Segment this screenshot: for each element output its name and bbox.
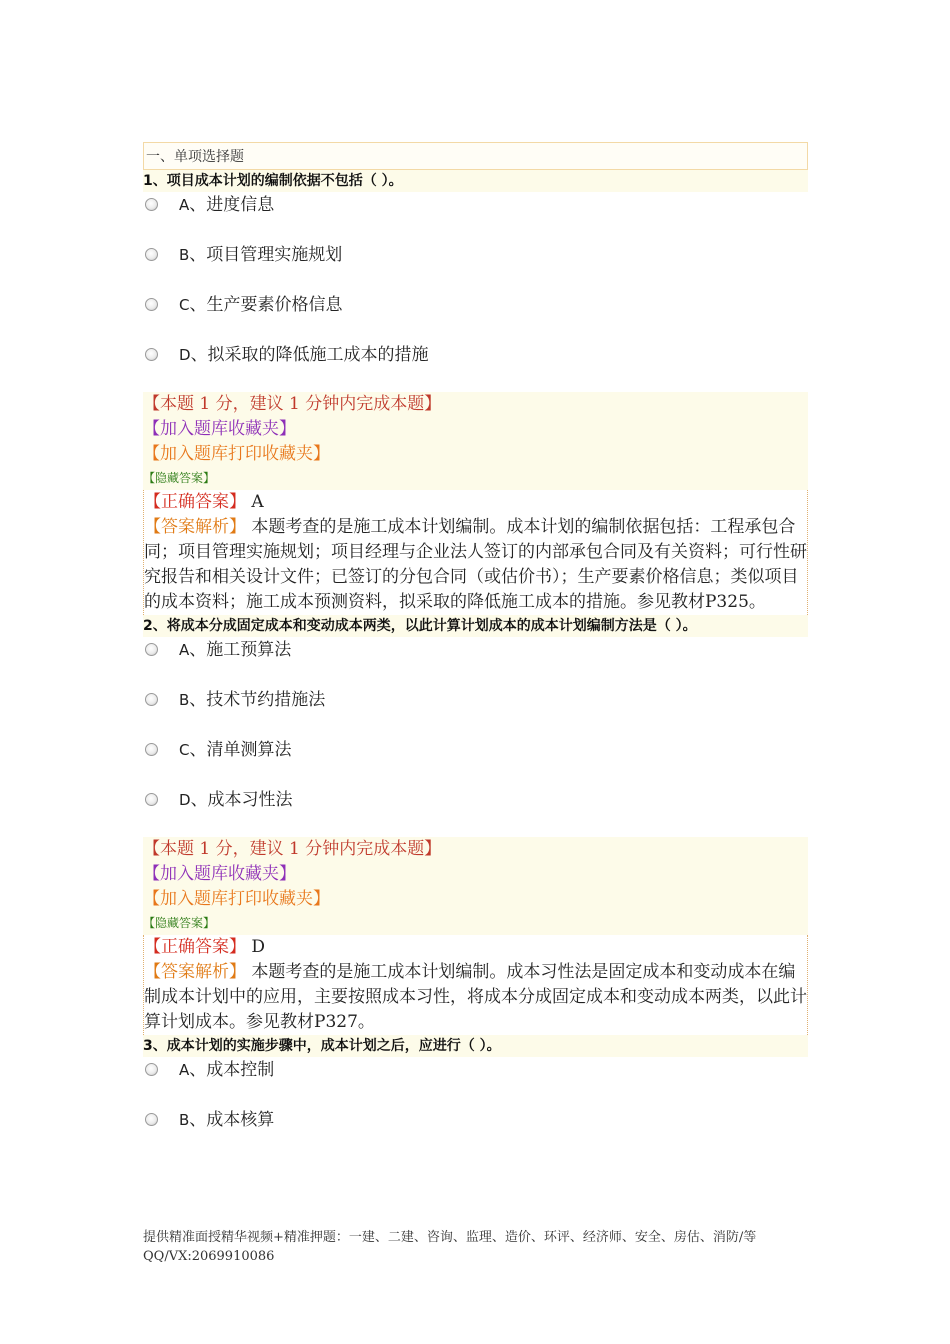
option-text: 、成本习性法 [190, 790, 293, 810]
answer-label: 【正确答案】 [144, 492, 246, 512]
question-3 [143, 1035, 808, 1157]
analysis-label: 【答案解析】 [144, 517, 246, 537]
option-letter: B [179, 246, 190, 264]
question-title: 1、项目成本计划的编制依据不包括（ ）。 [143, 170, 808, 192]
answer-value: A [246, 492, 264, 512]
radio-button[interactable] [145, 693, 158, 706]
answer-panel [143, 935, 808, 1035]
option-text: 、清单测算法 [189, 740, 292, 760]
analysis-label: 【答案解析】 [144, 962, 246, 982]
option-c[interactable] [143, 292, 808, 342]
option-letter: C [179, 741, 190, 759]
radio-button[interactable] [145, 1113, 158, 1126]
question-title: 3、成本计划的实施步骤中，成本计划之后，应进行（ ）。 [143, 1035, 808, 1057]
option-letter: D [179, 791, 191, 809]
option-letter: B [179, 691, 190, 709]
radio-button[interactable] [145, 348, 158, 361]
option-b[interactable] [143, 1107, 808, 1157]
add-print-favorite-link[interactable]: 【加入题库打印收藏夹】 [143, 889, 330, 909]
option-letter: B [179, 1111, 190, 1129]
option-text: 、成本控制 [189, 1060, 275, 1080]
option-letter: D [179, 346, 191, 364]
radio-button[interactable] [145, 643, 158, 656]
option-text: 、技术节约措施法 [189, 690, 326, 710]
add-print-favorite-link[interactable]: 【加入题库打印收藏夹】 [143, 444, 330, 464]
analysis-text: 本题考查的是施工成本计划编制。成本习性法是固定成本和变动成本在编制成本计划中的应用，主要按照成本习性，将成本分成固定成本和变动成本两类，以此计算计划成本。参见教材P327。 [144, 962, 807, 1032]
analysis-text: 本题考查的是施工成本计划编制。成本计划的编制依据包括：工程承包合同；项目管理实施规划；项目经理与企业法人签订的内部承包合同及有关资料；可行性研究报告和相关设计文件；已签订的分包合同（或估价书）；生产要素价格信息；类似项目的成本资料；施工成本预测资料，拟采取的降低施工成本的措施。参见教材P325。 [144, 517, 807, 612]
add-favorite-link[interactable]: 【加入题库收藏夹】 [143, 419, 296, 439]
option-text: 、施工预算法 [189, 640, 292, 660]
option-b[interactable] [143, 242, 808, 292]
question-2 [143, 615, 808, 1035]
option-text: 、生产要素价格信息 [189, 295, 343, 315]
option-d[interactable] [143, 342, 808, 392]
question-meta [143, 392, 808, 467]
option-text: 、项目管理实施规划 [189, 245, 343, 265]
option-a[interactable] [143, 1057, 808, 1107]
option-c[interactable] [143, 737, 808, 787]
option-a[interactable] [143, 637, 808, 687]
option-d[interactable] [143, 787, 808, 837]
option-letter: A [179, 641, 190, 659]
option-a[interactable] [143, 192, 808, 242]
question-meta [143, 837, 808, 912]
option-letter: A [179, 196, 190, 214]
exam-content [143, 142, 808, 1157]
radio-button[interactable] [145, 298, 158, 311]
time-hint: 【本题 1 分，建议 1 分钟内完成本题】 [143, 839, 442, 859]
question-1 [143, 170, 808, 615]
radio-button[interactable] [145, 743, 158, 756]
time-hint: 【本题 1 分，建议 1 分钟内完成本题】 [143, 394, 442, 414]
option-text: 、拟采取的降低施工成本的措施 [190, 345, 429, 365]
add-favorite-link[interactable]: 【加入题库收藏夹】 [143, 864, 296, 884]
option-letter: A [179, 1061, 190, 1079]
radio-button[interactable] [145, 198, 158, 211]
answer-label: 【正确答案】 [144, 937, 246, 957]
radio-button[interactable] [145, 248, 158, 261]
footer-ad: 提供精准面授精华视频+精准押题：一建、二建、咨询、监理、造价、环评、经济师、安全、房估、消防/等 QQ/VX:2069910086 [143, 1230, 757, 1264]
hide-answer-link[interactable]: 【隐藏答案】 [143, 912, 808, 935]
radio-button[interactable] [145, 793, 158, 806]
radio-button[interactable] [145, 1063, 158, 1076]
option-b[interactable] [143, 687, 808, 737]
option-text: 、进度信息 [189, 195, 275, 215]
option-letter: C [179, 296, 190, 314]
option-text: 、成本核算 [189, 1110, 275, 1130]
hide-answer-link[interactable]: 【隐藏答案】 [143, 467, 808, 490]
answer-value: D [246, 937, 266, 957]
answer-panel [143, 490, 808, 615]
section-title: 一、单项选择题 [143, 142, 808, 170]
question-title: 2、将成本分成固定成本和变动成本两类，以此计算计划成本的成本计划编制方法是（ ）。 [143, 615, 808, 637]
